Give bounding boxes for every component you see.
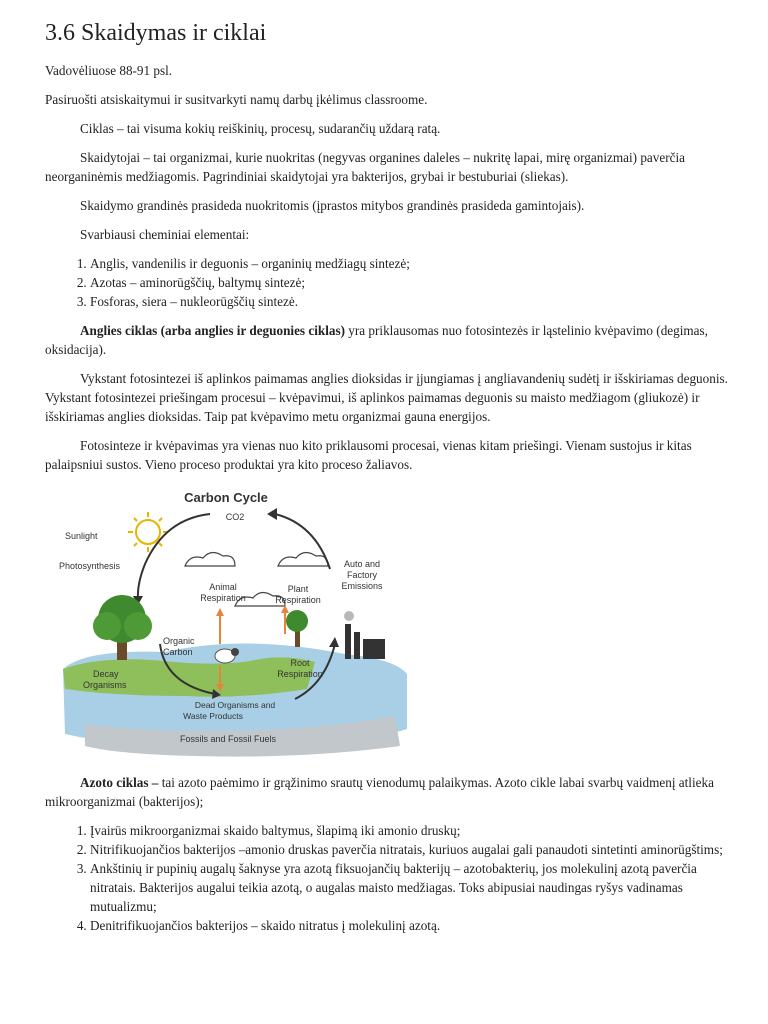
document-page [45, 18, 740, 945]
carbon-cycle-svg [45, 484, 407, 759]
co2-label: CO2 [225, 512, 245, 522]
auto-label-2: Factory [346, 570, 378, 580]
decomposers-definition: Skaidytojai – tai organizmai, kurie nuokritas (negyvas organines daleles – nukritę lapai, mirę organizmai) paverčia neorganinėmis medžiagomis. Pagrindiniai skaidytojai yra bakterijos, grybai ir bestuburiai (sliekas). [45, 150, 685, 184]
nitrogen-cycle-paragraph [45, 773, 740, 811]
photosynthesis-paragraph: Vykstant fotosintezei iš aplinkos paimamas anglies dioksidas ir įjungiamas į angliavandenių sudėtį ir išskiriamas deguonis. Vykstant fotosintezei priešingam procesui – kvėpavimui, iš aplinkos paimamas deguonis su maisto medžiagom (gliukozė) ir išskiriamas anglies dioksidas. Taip pat kvėpavimo metu organizmai gauna energijos. [45, 371, 728, 424]
nitrogen-cycle-term: Azoto ciklas – [80, 775, 159, 790]
arrow-head [329, 637, 339, 647]
small-tree-icon [286, 610, 308, 632]
list-item: 2. Azotas – aminorūgščių, baltymų sintezė; [90, 273, 740, 292]
cloud-icon [185, 552, 235, 566]
fossils-label: Fossils and Fossil Fuels [179, 734, 277, 744]
animal-label: Animal [209, 582, 237, 592]
list-item: 3. Ankštinių ir pupinių augalų šaknyse yra azotą fiksuojančių bakterijų – azotobakterių, jos molekulinį azotą paverčia nitratais. Bakterijos augalui teikia azotą, o augalas maisto medžiagas. Toks abipusiai naudingas ryšys vadinamas mutualizmu; [90, 859, 740, 916]
diagram-title: Carbon Cycle [184, 490, 268, 505]
elements-list [45, 254, 740, 311]
carbon-cycle-rest: yra priklausomas nuo fotosintezės ir ląstelinio kvėpavimo (degimas, oksidacija). [45, 323, 708, 357]
arrow-head [267, 508, 277, 520]
decay-organisms-label: Organisms [83, 680, 127, 690]
smoke [344, 611, 354, 621]
elements-intro: Svarbiausi cheminiai elementai: [80, 227, 250, 242]
list-item: 4. Denitrifikuojančios bakterijos – skaido nitratus į molekulinį azotą. [90, 916, 740, 935]
dependency-paragraph: Fotosinteze ir kvėpavimas yra vienas nuo kito priklausomi procesai, vienas kitam priešingi. Vienam sustojus ir kitas palaipsniui sustos. Vieno proceso produktai yra kito proceso žaliavos. [45, 438, 692, 472]
textbook-reference: Vadovėliuose 88-91 psl. [45, 63, 173, 78]
nitrogen-list [45, 821, 740, 935]
factory-icon [345, 624, 385, 659]
auto-label-1: Auto and [343, 559, 381, 569]
root-respiration-label: Respiration [277, 669, 323, 679]
decay-label: Decay [93, 669, 119, 679]
list-item: 2. Nitrifikuojančios bakterijos –amonio druskas paverčia nitratais, kuriuos augalai gali panaudoti sintetinti aminorūgštims; [90, 840, 740, 859]
photosynthesis-arrow [138, 514, 210, 599]
list-item: 3. Fosforas, siera – nukleorūgščių sintezė. [90, 292, 740, 311]
sun-rays [128, 512, 168, 552]
list-item: 1. Anglis, vandenilis ir deguonis – organinių medžiagų sintezė; [90, 254, 740, 273]
plant-respiration-label: Respiration [275, 595, 321, 605]
page-title: 3.6 Skaidymas ir ciklai [45, 20, 267, 46]
decomposition-chain: Skaidymo grandinės prasideda nuokritomis (įprastos mitybos grandinės prasideda gamintojais). [80, 198, 585, 213]
carbon-cycle-paragraph [45, 321, 740, 359]
arrow-head [216, 608, 224, 616]
plant-label: Plant [287, 584, 309, 594]
prepare-note: Pasiruošti atsiskaitymui ir susitvarkyti namų darbų įkėlimus classroome. [45, 92, 428, 107]
animal-respiration-label: Respiration [200, 593, 246, 603]
carbon-label: Carbon [163, 647, 193, 657]
list-item: 1. Įvairūs mikroorganizmai skaido baltymus, šlapimą iki amonio druskų; [90, 821, 740, 840]
nitrogen-cycle-rest: tai azoto paėmimo ir grąžinimo srautų vienodumų palaikymas. Azoto cikle labai svarbų vaidmenį atlieka mikroorganizmai (bakterijos); [45, 775, 714, 809]
cloud-icon [278, 552, 328, 566]
dead-organisms-label: Dead Organisms and [194, 700, 276, 710]
carbon-cycle-term: Anglies ciklas (arba anglies ir deguonies ciklas) [80, 323, 345, 338]
root-label: Root [290, 658, 310, 668]
cycle-definition: Ciklas – tai visuma kokių reiškinių, procesų, sudarančių uždarą ratą. [80, 121, 441, 136]
auto-label-3: Emissions [341, 581, 383, 591]
carbon-cycle-diagram [45, 484, 407, 759]
waste-products-label: Waste Products [183, 711, 243, 721]
photosynthesis-label: Photosynthesis [59, 561, 121, 571]
sunlight-label: Sunlight [65, 531, 98, 541]
sun-icon [136, 520, 160, 544]
organic-label: Organic [163, 636, 195, 646]
